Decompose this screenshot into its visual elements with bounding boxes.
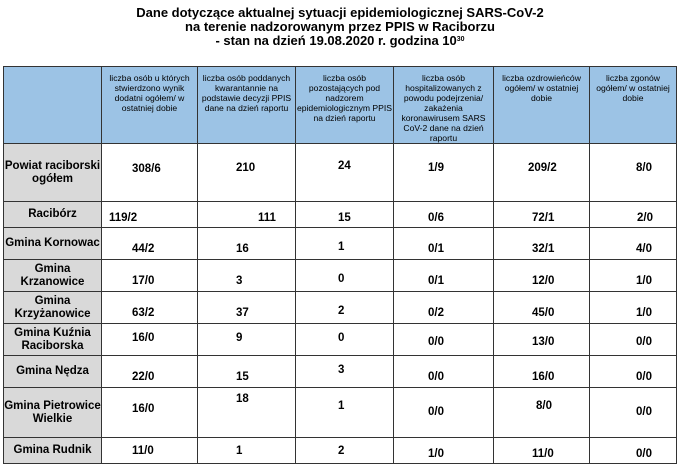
value-cell [198,324,296,356]
cell-value: 1 [236,445,243,457]
cell-value: 0/0 [636,448,652,460]
table-row [4,260,677,292]
value-cell [296,438,394,464]
cell-value: 32/1 [532,243,555,255]
header-positive-cases: liczba osób u których stwierdzono wynik dodatni ogółem/ w ostatniej dobie [102,67,198,144]
cell-value: 4/0 [636,243,652,255]
title-line-3 [0,34,680,48]
value-cell [494,388,590,438]
table-row [4,228,677,260]
value-cell [102,144,198,202]
cell-value: 209/2 [528,162,557,174]
cell-value: 22/0 [132,371,155,383]
cell-value: 0/0 [428,406,444,418]
table-row [4,438,677,464]
value-cell [198,228,296,260]
cell-value: 16 [236,243,249,255]
value-cell [198,144,296,202]
cell-value: 8/0 [536,400,552,412]
cell-value: 0 [338,273,345,285]
cell-value: 0/0 [636,371,652,383]
value-cell [590,438,677,464]
value-cell [296,388,394,438]
cell-value: 16/0 [132,403,155,415]
cell-value: 0/6 [428,212,444,224]
value-cell [296,260,394,292]
cell-value: 15 [236,371,249,383]
value-cell [102,438,198,464]
area-name-cell: Gmina Pietrowice Wielkie [4,388,102,438]
cell-value: 1/0 [636,307,652,319]
value-cell [590,228,677,260]
title-line-3-text: - stan na dzień 19.08.2020 r. godzina 10 [215,33,457,48]
cell-value: 0/0 [636,336,652,348]
value-cell [102,324,198,356]
area-name-cell: Powiat raciborski ogółem [4,144,102,202]
value-cell [198,260,296,292]
area-name-cell: Gmina Kuźnia Raciborska [4,324,102,356]
value-cell [394,388,494,438]
cell-value: 210 [236,162,256,174]
cell-value: 37 [236,307,249,319]
value-cell [296,324,394,356]
cell-value: 0/1 [428,243,444,255]
value-cell [494,228,590,260]
value-cell [198,388,296,438]
cell-value: 2 [338,305,345,317]
value-cell [494,260,590,292]
cell-value: 1/0 [428,448,444,460]
value-cell [494,144,590,202]
area-name-cell: Gmina Kornowac [4,228,102,260]
cell-value: 9 [236,332,243,344]
value-cell [198,356,296,388]
table-row [4,388,677,438]
value-cell [394,438,494,464]
cell-value: 15 [338,212,351,224]
title-time-minutes: 30 [456,36,465,43]
title-line-1: Dane dotyczące aktualnej sytuacji epidemiologicznej SARS-CoV-2 [136,5,544,20]
cell-value: 2 [338,445,345,457]
value-cell [102,292,198,324]
header-hospitalized: liczba osób hospitalizowanych z powodu podejrzenia/ zakażenia koronawirusem SARS CoV-2 dane na dzień raportu [394,67,494,144]
area-name-cell: Gmina Krzanowice [4,260,102,292]
value-cell [198,202,296,228]
cell-value: 11/0 [132,445,154,457]
cell-value: 13/0 [532,336,555,348]
cell-value: 1/0 [636,275,652,287]
value-cell [494,324,590,356]
value-cell [296,228,394,260]
cell-value: 2/0 [637,212,653,224]
value-cell [394,292,494,324]
header-recovered: liczba ozdrowieńców ogółem/ w ostatniej dobie [494,67,590,144]
table-row [4,202,677,228]
value-cell [494,438,590,464]
value-cell [296,292,394,324]
cell-value: 18 [236,393,249,405]
table-row [4,144,677,202]
value-cell [102,388,198,438]
value-cell [198,292,296,324]
cell-value: 1 [338,400,345,412]
cell-value: 0/2 [428,307,444,319]
value-cell [394,202,494,228]
report-title [0,6,680,48]
cell-value: 0/1 [428,275,444,287]
value-cell [102,202,198,228]
cell-value: 0/0 [428,336,444,348]
cell-value: 111 [258,212,276,224]
cell-value: 16/0 [132,332,155,344]
cell-value: 44/2 [132,243,155,255]
cell-value: 12/0 [532,275,555,287]
header-deaths: liczba zgonów ogółem/ w ostatniej dobie [590,67,677,144]
cell-value: 0/0 [428,371,444,383]
value-cell [590,356,677,388]
value-cell [296,202,394,228]
table-row [4,356,677,388]
value-cell [590,324,677,356]
value-cell [590,292,677,324]
cell-value: 3 [236,275,243,287]
header-supervision: liczba osób pozostających pod nadzorem epidemiologicznym PPIS na dzień raportu [296,67,394,144]
value-cell [296,356,394,388]
cell-value: 72/1 [532,212,555,224]
value-cell [394,260,494,292]
value-cell [494,202,590,228]
cell-value: 11/0 [532,448,554,460]
epidemic-data-table [3,66,677,464]
value-cell [394,356,494,388]
cell-value: 16/0 [532,371,555,383]
value-cell [590,388,677,438]
header-quarantine: liczba osób poddanych kwarantannie na podstawie decyzji PPIS dane na dzień raportu [198,67,296,144]
value-cell [394,144,494,202]
cell-value: 0 [338,332,345,344]
value-cell [102,260,198,292]
value-cell [590,144,677,202]
area-name-cell: Gmina Krzyżanowice [4,292,102,324]
table-row [4,324,677,356]
value-cell [590,202,677,228]
cell-value: 63/2 [132,307,155,319]
cell-value: 0/0 [636,406,652,418]
value-cell [494,356,590,388]
cell-value: 45/0 [532,307,555,319]
value-cell [198,438,296,464]
cell-value: 308/6 [132,163,161,175]
header-corner-cell [4,67,102,144]
cell-value: 1/9 [428,162,444,174]
value-cell [296,144,394,202]
cell-value: 17/0 [132,275,155,287]
value-cell [102,356,198,388]
value-cell [494,292,590,324]
cell-value: 8/0 [636,162,652,174]
cell-value: 24 [338,160,351,172]
value-cell [394,228,494,260]
area-name-cell: Racibórz [4,202,102,228]
cell-value: 1 [338,241,345,253]
value-cell [394,324,494,356]
title-line-2: na terenie nadzorowanym przez PPIS w Raciborzu [185,19,495,34]
value-cell [590,260,677,292]
area-name-cell: Gmina Nędza [4,356,102,388]
table-body [4,144,677,464]
cell-value: 3 [338,364,345,376]
header-row [4,67,677,144]
value-cell [102,228,198,260]
area-name-cell: Gmina Rudnik [4,438,102,464]
table-row [4,292,677,324]
cell-value: 119/2 [109,212,138,224]
